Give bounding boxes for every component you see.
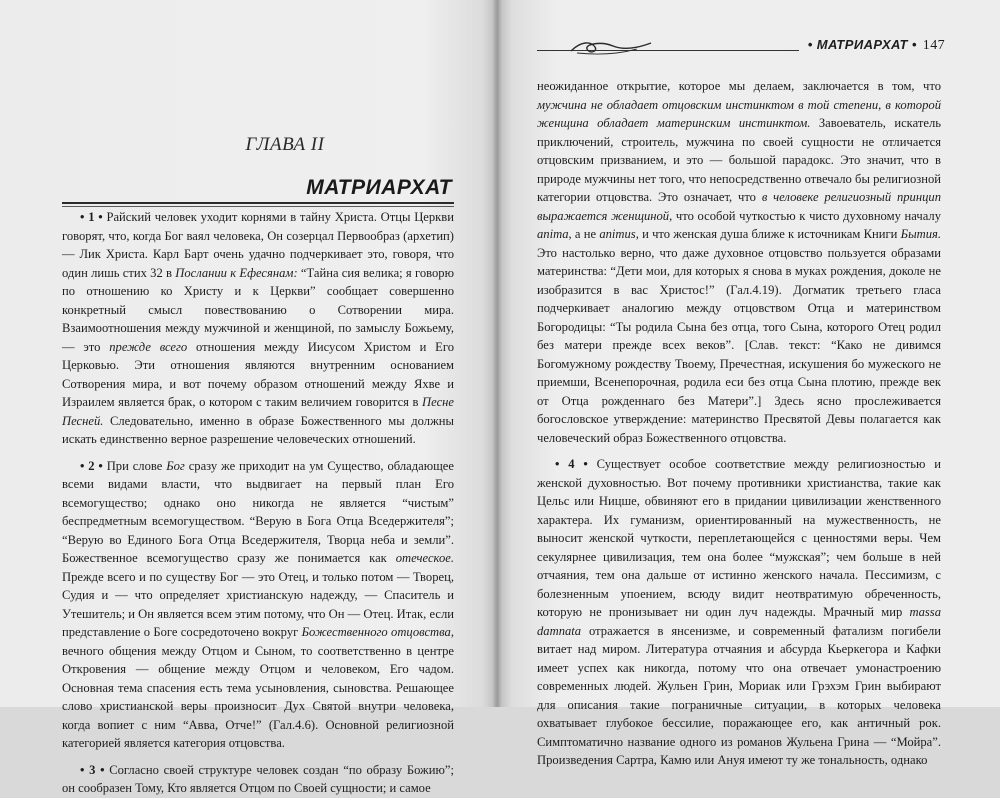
page-number: 147 xyxy=(922,38,945,53)
text-run: , и что женская душа ближе к источникам Книги xyxy=(635,227,901,241)
paragraph-marker: • 3 • xyxy=(80,762,105,777)
running-head xyxy=(537,34,945,56)
text-run: Райский человек уходит корнями в тайну Христа. Отцы Церкви говорят, что, когда Бог ваял человека, Он созерцал Первообраз (архетип) — Лик Христа. Карл Барт очень удачно подчеркивает это, говоря, что один лишь стих 32 в xyxy=(62,210,454,280)
text-run: , а не xyxy=(568,227,600,241)
chapter-title: МАТРИАРХАТ xyxy=(306,176,452,199)
running-head-label: • МАТРИАРХАТ • xyxy=(807,37,917,52)
text-run: Существует особое соответствие между религиозностью и женской духовностью. Вот почему противники христианства, такие как Цельс или Ницше, обвиняют его в придании цивилизации женственного характера. Их гуманизм, ориентированный на мужественность, не выносит женской чуткости, переплетающейся с ценностями веры. Чем секулярнее цивилизация, тем она более “мужская”; чем больше в ней отчаяния, тем она дальше от истинно женского начала. Пессимизм, с болезненным упоением, всюду видит неотвратимую обреченность, которую не пронизывает ни один луч надежды. Мрачный мир xyxy=(537,457,941,619)
paragraph-3 xyxy=(62,761,454,798)
italic-run: anima xyxy=(537,227,569,241)
italic-run: отеческое. xyxy=(395,551,454,565)
text-run: что особой чуткостью к чисто духовному началу xyxy=(672,208,941,223)
paragraph-marker: • 2 • xyxy=(80,458,103,473)
book-gutter xyxy=(492,0,502,707)
italic-run: Бытия. xyxy=(900,227,941,241)
paragraph-4 xyxy=(537,455,941,770)
text-run: отношения между Иисусом Христом и Его Церковью. Эти отношения являются внутренним основанием Сотворения мира, и вот почему образом отношений между Яхве и Израилем является брак, о котором с таким величием говорится в xyxy=(62,339,454,409)
text-run: “Тайна сия велика; я говорю по отношению ко Христу и к Церкви” сообщает совершенно конкретный смысл повествованию о Сотворении мира. Взаимоотношения между мужчиной и женщиной, по замыслу Божьему, — это xyxy=(62,265,454,354)
text-run: Прежде всего и по существу Бог — это Отец, и только потом — Творец, Судия и — что определяет христианскую надежду, — Спаситель и Утешитель; и Он является всем этим потому, что Он — Отец. Итак, если представление о Боге сосредоточено вокруг xyxy=(62,569,454,639)
title-rule xyxy=(62,202,454,204)
chapter-label: ГЛАВА II xyxy=(245,134,325,155)
italic-run: massa damnata xyxy=(537,605,941,638)
left-page xyxy=(0,0,497,795)
right-text-column xyxy=(537,77,941,770)
italic-run: в человеке религиозный принцип выражается женщиной, xyxy=(537,190,941,223)
italic-run: Божественного отцовства, xyxy=(301,625,454,639)
ornament-flourish-icon xyxy=(567,37,657,57)
italic-run: Бог xyxy=(166,458,185,473)
text-run: неожиданное открытие, которое мы делаем, заключается в том, что xyxy=(537,79,941,93)
text-run: сразу же приходит на ум Существо, обладающее всеми видами власти, что выдвигает на первый план Его всемогущество; однако оно никогда не является “чистым” беспредметным всемогуществом. “Верую в Бога Отца Вседержителя”; “Верую во Единого Бога Отца Вседержителя, Творца неба и земли”. Божественное всемогущество сразу же понимается как xyxy=(62,458,454,565)
italic-run: Послании к Ефесянам: xyxy=(175,265,298,280)
paragraph-2 xyxy=(62,457,454,753)
text-run: отражается в янсенизме, и современный фатализм погибели витает над миром. Литература отчаяния и абсурда Кьеркегора и Кафки имеет успех как никогда, потому что она отвечает умонастроению современных людей. Жульен Грин, Мориак или Грэхэм Грин выбирают для описания такие пограничные ситуации, в которых человека охватывает глубокое бессилие, поражающее его, как античный рок. Симптоматично название одного из романов Жульена Грина — “Мойра”. Произведения Сартра, Камю или Ануя имеют ту же тональность, однако xyxy=(537,623,941,767)
text-run: Следовательно, именно в образе Божественного мы должны искать единственно верное разрешение человеческих отношений. xyxy=(62,413,454,446)
paragraph-1 xyxy=(62,208,454,449)
text-run: Завоеватель, искатель приключений, строитель, мужчина по своей сущности не отличается отцовским призванием, и это — большой парадокс. Это значит, что в природе мужчины нет того, что непосредственно отвечало бы религиозной категории отцовства. Это означает, что xyxy=(537,116,941,204)
italic-run: прежде всего xyxy=(109,339,188,354)
text-run: Это настолько верно, что даже духовное отцовство пользуется образами материнства: “Дети мои, для которых я снова в муках рождения, доколе не изобразится в вас Христос!” (Гал.4.19). Догматик третьего гласа подчеркивает аналогию между отцовством Отца и материнством Богородицы: “Ты родила Сына без отца, того Сына, которого Отец родил без матери прежде всех веков”. [Слав. текст: “Како не дивимся Богомужному рождеству Твоему, Пречестная, искушения бо мужеского не приемши, Всенепорочная, родила еси без отца Сына плотию, прежде век от Отца рожденнаго без Матери”.] Здесь ясно прослеживается богословское утверждение: материнство Пресвятой Девы полагается как человеческий образ Божественного отцовства. xyxy=(537,245,941,445)
left-text-column xyxy=(62,208,454,798)
paragraph-continued xyxy=(537,77,941,447)
title-rule-thin xyxy=(62,206,454,207)
text-run: Согласно своей структуре человек создан “по образу Божию”; он сообразен Тому, Кто является Отцом по Своей сущности; и самое xyxy=(62,762,454,795)
italic-run: мужчина не обладает отцовским инстинктом в той степени, в которой женщина обладает материнским инстинктом. xyxy=(537,97,941,130)
italic-run: Песне Песней. xyxy=(62,395,454,428)
italic-run: animus xyxy=(599,227,636,241)
text-run: вечного общения между Отцом и Сыном, то соответственно в центре Откровения — общение между Отцом и человеком, Его чадом. Основная тема спасения есть тема усыновления, сыновства. Решающее слово христианской веры произносит Дух Святой внутри человека, когда вопиет с ним “Авва, Отче!” (Гал.4.6). Основной религиозной категорией является категория отцовства. xyxy=(62,643,454,750)
text-run: При слове xyxy=(102,458,167,473)
paragraph-marker: • 4 • xyxy=(555,457,588,471)
paragraph-marker: • 1 • xyxy=(80,210,103,224)
running-head-title xyxy=(808,37,945,54)
